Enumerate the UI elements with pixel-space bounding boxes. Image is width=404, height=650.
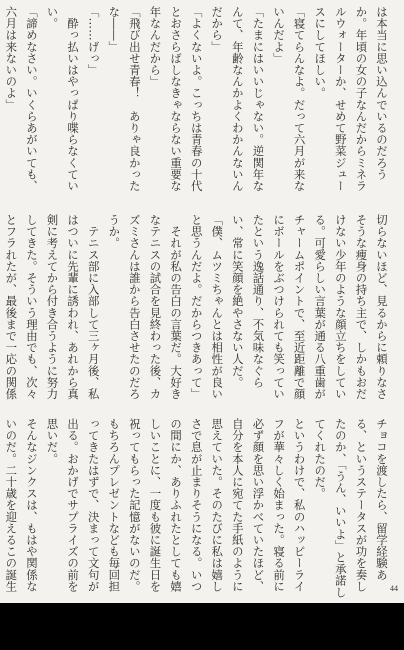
page-number: 44 — [390, 584, 398, 593]
text-column-top: は本当に思い込んでいるのだろうか。年頃の女の子なんだからミネラルウォーターか、せめて野菜ジュースにしてほしい。 「寝てらんなよ。だって六月が来ないんだよ」 「たまにはいいじゃない。逆関年なんて、年齢なんかよくわかんないんだから」 「よくないよ。こっちは青春の十代とおさらばしなきゃならない重要な年なんだから」 「飛び出せ青春！ ありゃ良かったな――」 「……げっ」 酔っ払いはやっぱり喋らなくていい。 「諦めなさい。いくらあがいても、六月は来ないのよ」 — [4, 6, 389, 192]
bottom-black-band — [0, 603, 404, 650]
text-column-bottom: チョコを渡したら、留学経験ある、というステータスが功を奏したのか、「うん、いいよ」と承諾してくれたのだ。 というわけで、私のハッピーライフが華々しく始まった。寝る前に必ず顔を思い浮かべていたほど、自分を本人に宛てた手紙のように思えていた。そのたびに私は嬉しさで息が止まりそうになる。いつの間にか、ありふれたとしても嬉しいことに、一度も彼に誕生日を祝ってもらった記憶がないのだ。もちろんプレゼントなども毎回担ってきたはずで、決まって文句が出る。おかげでサプライズの前を思いだ。 そんなジンクスは、もはや関係ないのだ。二十歳を迎えるこの誕生 — [4, 418, 389, 598]
text-column-middle: 切らないほど、見るからに頼りなさそうな痩身の持ち主で、しかもおだけない少年のような顔立ちをしている。可愛らしい言葉が通る八重歯がチャームポイントで、至近距離で顔にボールをぶつけられても笑っていたという逸話通り、不気味なぐらい、常に笑顔を絶やさない人だ。 「僕、ムツミちゃんとは相性が良いと思うんだよ。だからつきあって」 それが私の告白の言葉だ。大好きなテニスの試合を見終わった後、カズミさんは誰から告白させたのだろうか。 テニス部に入部して三ヶ月後、私はついに先輩に誘われ、あれから真剣に考えてから付き合うように努力してきた。そういう理由でも、次々とフラれたが、最後まで一応の関係 — [4, 214, 389, 400]
